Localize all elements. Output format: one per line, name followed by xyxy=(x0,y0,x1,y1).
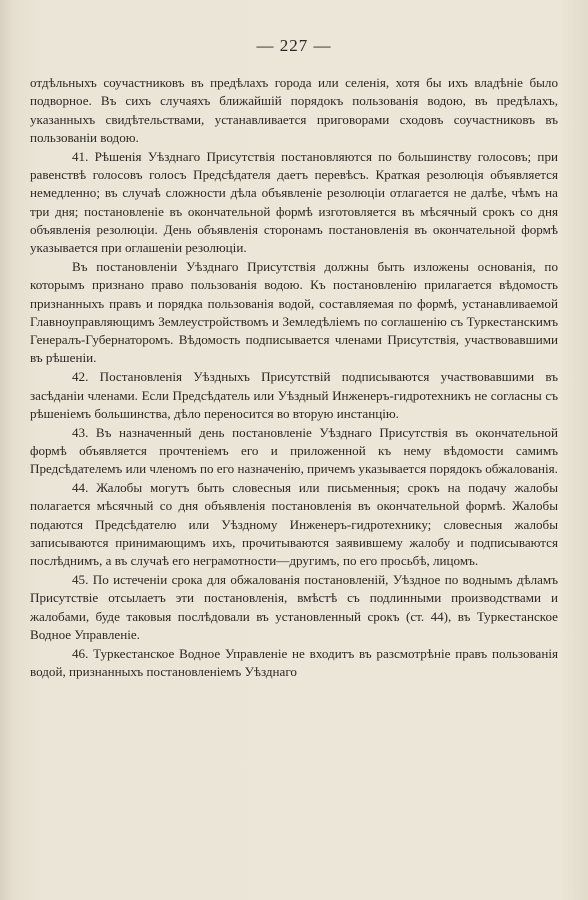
paragraph-article-45: 45. По истеченіи срока для обжалованія постановленій, Уѣздное по воднымъ дѣламъ Присутствіе отсылаетъ эти постановленія, вмѣстѣ съ подлинными производствами и жалобами, буде таковыя послѣдовали въ установленный срокъ (ст. 44), въ Туркестанское Водное Управленіе. xyxy=(30,572,558,642)
page-number: — 227 — xyxy=(256,36,332,55)
body-text xyxy=(30,74,558,681)
paragraph-article-44: 44. Жалобы могутъ быть словесныя или письменныя; срокъ на подачу жалобы полагается мѣсячный со дня объявленія постановленія въ окончательной формѣ. Жалобы подаются Предсѣдателю или Уѣздному Инженеръ-гидротехнику; словесныя жалобы записываются принимающимъ ихъ, прочитываются заявившему жалобу и подписываются послѣднимъ, а въ случаѣ его неграмотности—другимъ, по его просьбѣ, лицомъ. xyxy=(30,480,558,569)
paragraph-continuation: отдѣльныхъ соучастниковъ въ предѣлахъ города или селенія, хотя бы ихъ владѣніе было подворное. Въ сихъ случаяхъ ближайшій порядокъ пользованія водою, въ предѣлахъ, указанныхъ свидѣтельствами, устанавливается приговорами сходовъ соучастниковъ въ пользованіи водою. xyxy=(30,75,558,145)
paragraph-article-41-cont: Въ постановленіи Уѣзднаго Присутствія должны быть изложены основанія, по которымъ признано право пользованія водою. Къ постановленію прилагается вѣдомость признанныхъ правъ и порядка пользованія водой, составляемая по формѣ, устанавливаемой Главноуправляющимъ Землеустройствомъ и Земледѣліемъ по соглашенію съ Туркестанскимъ Генералъ-Губернаторомъ. Вѣдомость подписывается членами Присутствія, участвовавшими въ рѣшеніи. xyxy=(30,258,558,366)
paragraph-article-43: 43. Въ назначенный день постановленіе Уѣзднаго Присутствія въ окончательной формѣ объявляется прочтеніемъ его и приложенной къ нему вѣдомости самимъ Предсѣдателемъ или членомъ по его назначенію, причемъ указывается порядокъ обжалованія. xyxy=(30,424,558,477)
paragraph-article-42: 42. Постановленія Уѣздныхъ Присутствій подписываются участвовавшими въ засѣданіи членами. Если Предсѣдатель или Уѣздный Инженеръ-гидротехникъ не согласны съ рѣшеніемъ большинства, дѣло переносится во вторую инстанцію. xyxy=(30,369,558,421)
paragraph-article-46: 46. Туркестанское Водное Управленіе не входитъ въ разсмотрѣніе правъ пользованія водой, признанныхъ постановленіемъ Уѣзднаго xyxy=(30,645,558,679)
paragraph-article-41: 41. Рѣшенія Уѣзднаго Присутствія постановляются по большинству голосовъ; при равенствѣ голосовъ голосъ Предсѣдателя даетъ перевѣсъ. Краткая резолюція объявляется немедленно; въ случаѣ сложности дѣла объявленіе резолюціи отлагается не далѣе, чѣмъ на три дня; постановленіе въ окончательной формѣ изготовляется въ мѣсячный срокъ со дня объявленія резолюціи. День объявленія сторонамъ постановленія въ окончательной формѣ указывается при оглашеніи резолюціи. xyxy=(30,148,558,256)
